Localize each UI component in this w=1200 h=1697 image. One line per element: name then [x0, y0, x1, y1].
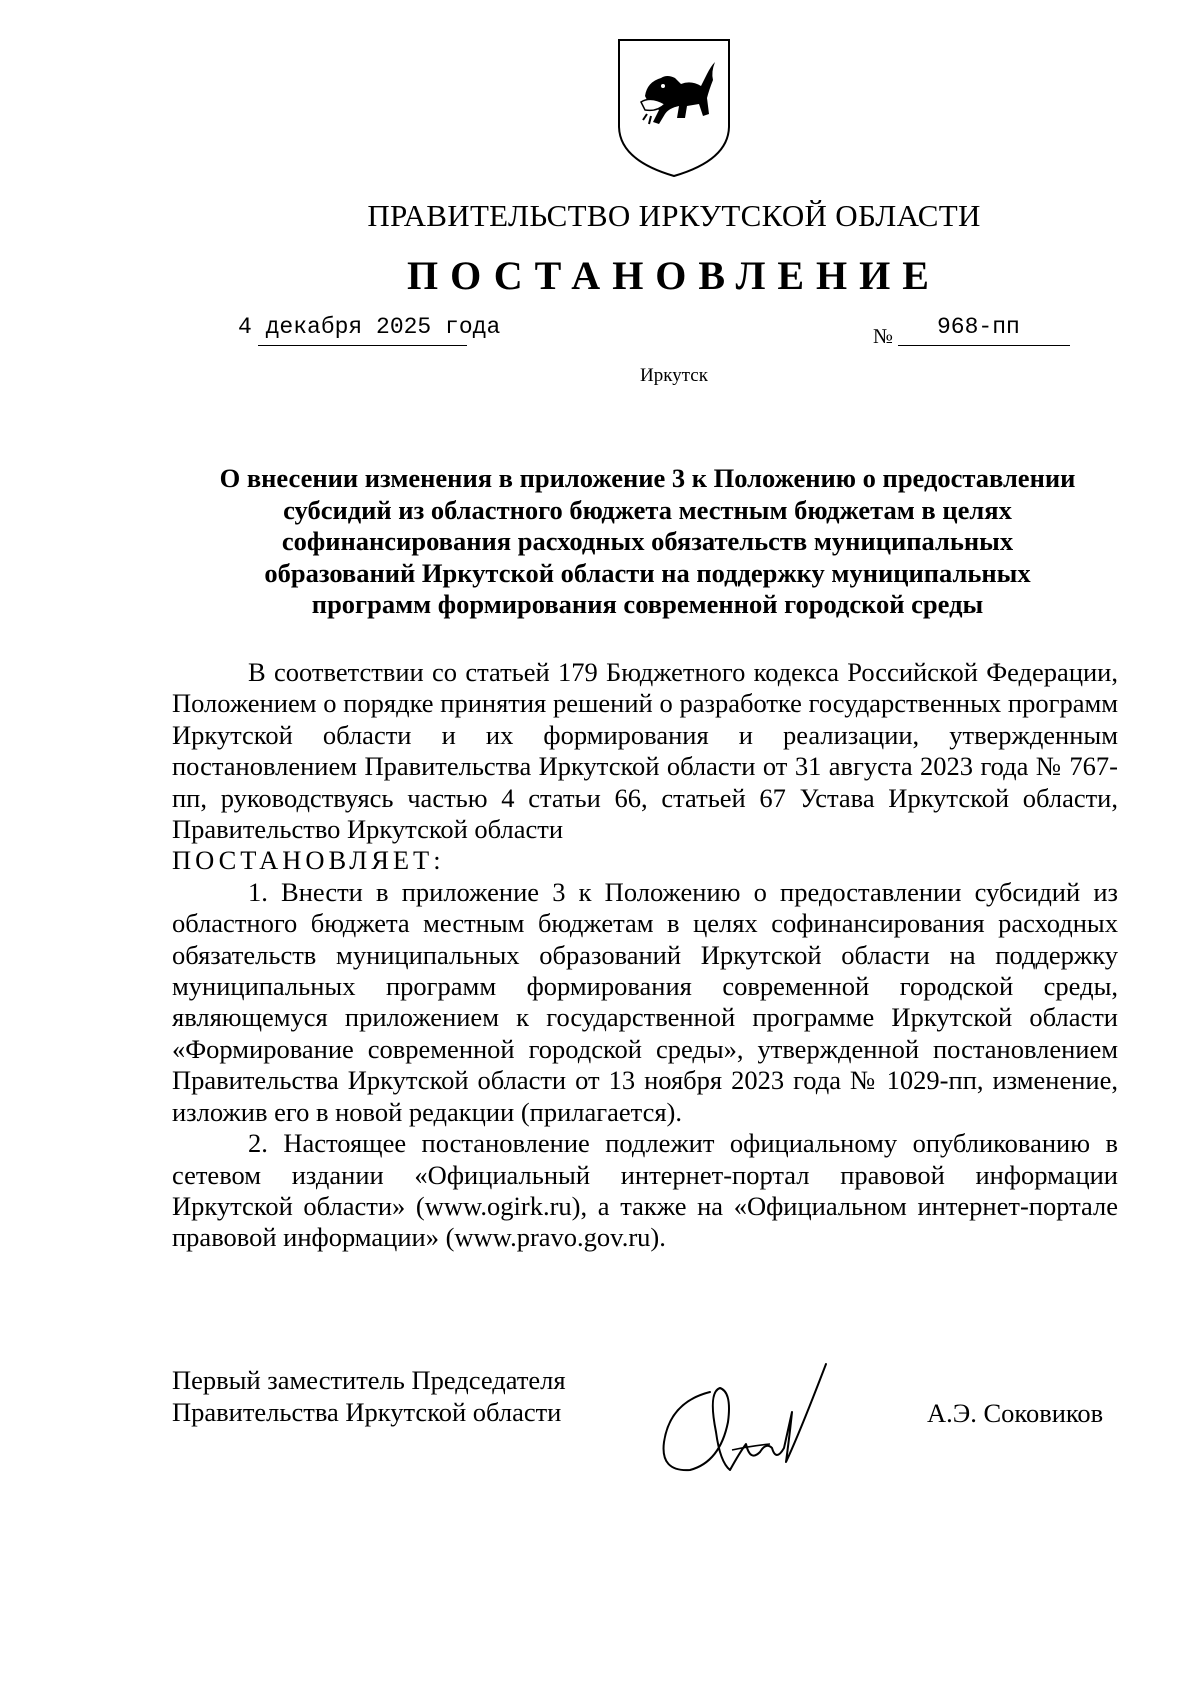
title-line: софинансирования расходных обязательств муниципальных	[281, 526, 1014, 556]
item-1-paragraph: 1. Внести в приложение 3 к Положению о предоставлении субсидий из областного бюджета местным бюджетам в целях софинансирования расходных обязательств муниципальных образований Иркутской области на поддержку муниципальных программ формирования современной городской среды, являющемуся приложением к государственной программе Иркутской области «Формирование современной городской среды», утвержденной постановлением Правительства Иркутской области от 13 ноября 2023 года № 1029-пп, изменение, изложив его в новой редакции (прилагается).	[172, 876, 1118, 1127]
coat-of-arms-icon	[611, 34, 737, 180]
preamble-paragraph: В соответствии со статьей 179 Бюджетного кодекса Российской Федерации, Положением о порядке принятия решений о разработке государственных программ Иркутской области и их формирования и реализации, утвержденным постановлением Правительства Иркутской области от 31 августа 2023 года № 767-пп, руководствуясь частью 4 статьи 66, статьей 67 Устава Иркутской области, Правительство Иркутской области	[172, 657, 1118, 845]
document-title	[175, 463, 1120, 621]
number-underline	[898, 345, 1070, 346]
signer-position-line: Первый заместитель Председателя	[172, 1365, 566, 1395]
resolves-heading: ПОСТАНОВЛЯЕТ:	[172, 845, 445, 876]
number-sign: №	[873, 324, 894, 348]
title-line: О внесении изменения в приложение 3 к Положению о предоставлении	[219, 463, 1076, 493]
document-date: 4 декабря 2025 года	[238, 314, 501, 340]
date-underline	[258, 345, 467, 346]
signer-position-line: Правительства Иркутской области	[172, 1397, 562, 1427]
signer-name: А.Э. Соковиков	[927, 1398, 1104, 1428]
title-line: образований Иркутской области на поддержку муниципальных	[264, 557, 1031, 588]
title-line: субсидий из областного бюджета местным бюджетам в целях	[283, 494, 1012, 525]
document-body	[172, 657, 1118, 1254]
document-number: 968-пп	[937, 314, 1020, 340]
signer-position	[172, 1364, 632, 1428]
handwritten-signature-icon	[650, 1352, 850, 1502]
item-2-paragraph: 2. Настоящее постановление подлежит официальному опубликованию в сетевом издании «Официальный интернет-портал правовой информации Иркутской области» (www.ogirk.ru), а также на «Официальном интернет-портале правовой информации» (www.pravo.gov.ru).	[172, 1128, 1118, 1253]
title-line: программ формирования современной городской среды	[311, 589, 984, 619]
document-type: ПОСТАНОВЛЕНИЕ	[407, 253, 941, 298]
government-name: ПРАВИТЕЛЬСТВО ИРКУТСКОЙ ОБЛАСТИ	[367, 198, 981, 233]
city-name: Иркутск	[640, 365, 708, 386]
